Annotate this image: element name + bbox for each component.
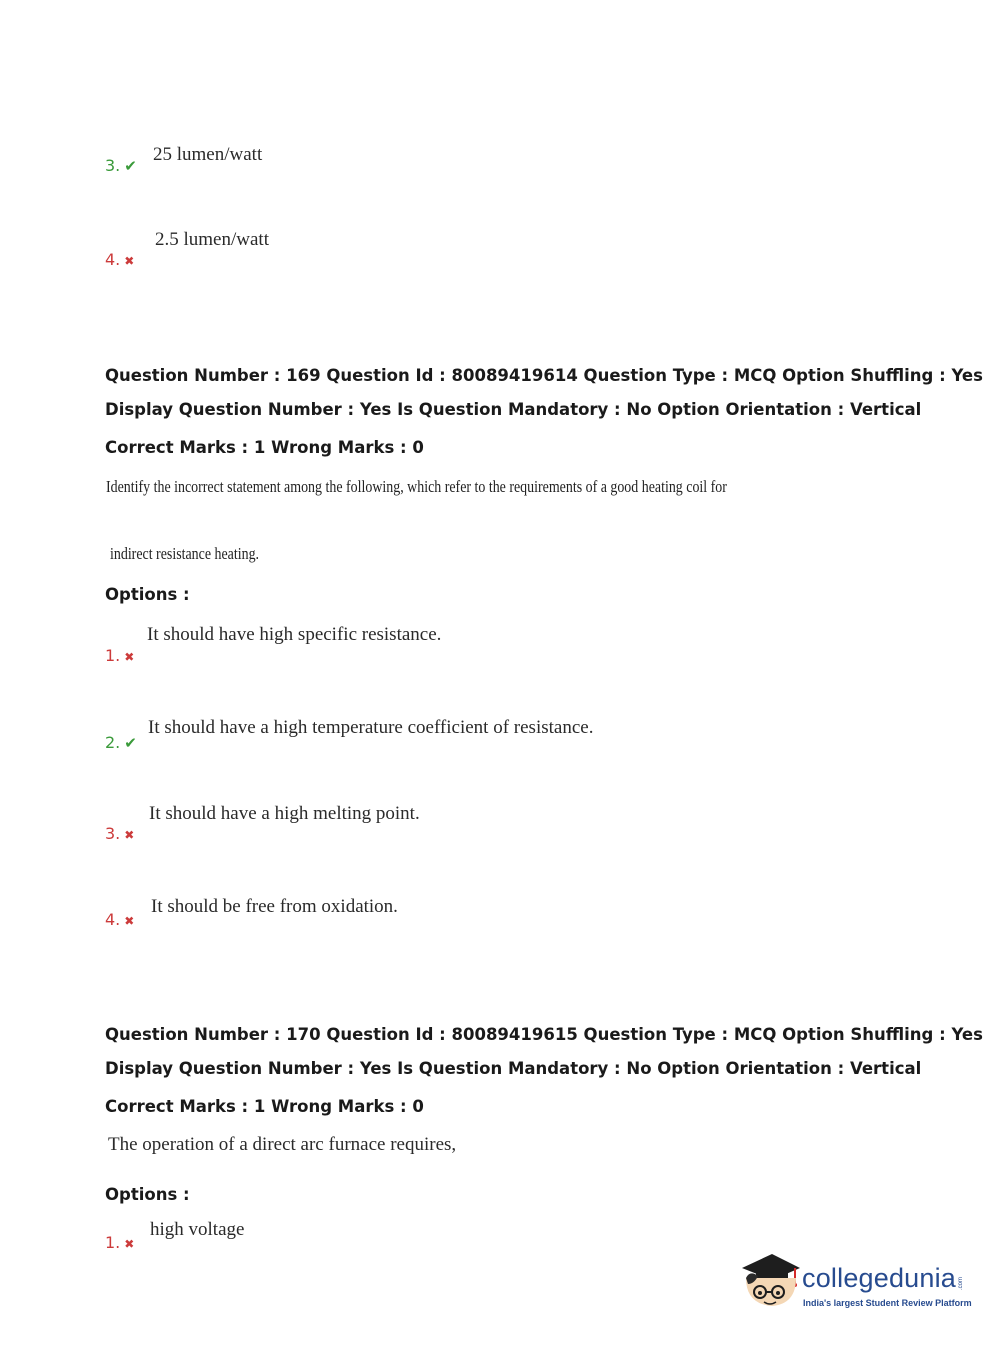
option-text: It should have a high temperature coefficient of resistance. <box>148 717 594 738</box>
option-text: 2.5 lumen/watt <box>155 229 269 250</box>
cross-icon: ✖ <box>124 1237 135 1251</box>
option-text: high voltage <box>150 1219 245 1240</box>
option-number: 4. ✖ <box>105 250 135 269</box>
cross-icon: ✖ <box>124 650 135 664</box>
question-meta: Display Question Number : Yes Is Question Mandatory : No Option Orientation : Vertical <box>105 400 922 419</box>
brand-name: collegedunia <box>802 1263 957 1293</box>
question-meta: Question Number : 169 Question Id : 80089419614 Question Type : MCQ Option Shuffling : Yes <box>105 366 983 385</box>
question-text: Identify the incorrect statement among the following, which refer to the requirements of a good heating coil for <box>106 477 727 496</box>
option-number: 1. ✖ <box>105 646 135 665</box>
cross-icon: ✖ <box>124 828 135 842</box>
check-icon: ✔ <box>124 157 137 175</box>
options-label: Options : <box>105 1185 190 1204</box>
cross-icon: ✖ <box>124 914 135 928</box>
marks-info: Correct Marks : 1 Wrong Marks : 0 <box>105 1097 424 1116</box>
option-text: It should have a high melting point. <box>149 803 420 824</box>
option-text: It should have high specific resistance. <box>147 624 442 645</box>
brand-tagline: India's largest Student Review Platform <box>803 1298 972 1308</box>
option-number: 1. ✖ <box>105 1233 135 1252</box>
cross-icon: ✖ <box>124 254 135 268</box>
options-label: Options : <box>105 585 190 604</box>
question-text: indirect resistance heating. <box>110 544 260 563</box>
check-icon: ✔ <box>124 734 137 752</box>
option-text: It should be free from oxidation. <box>151 896 398 917</box>
mascot-graduation-cap-icon <box>740 1248 800 1318</box>
option-text: 25 lumen/watt <box>153 144 263 165</box>
option-number: 3. ✔ <box>105 156 137 175</box>
option-number: 3. ✖ <box>105 824 135 843</box>
marks-info: Correct Marks : 1 Wrong Marks : 0 <box>105 438 424 457</box>
question-meta: Display Question Number : Yes Is Question Mandatory : No Option Orientation : Vertical <box>105 1059 922 1078</box>
question-meta: Question Number : 170 Question Id : 80089419615 Question Type : MCQ Option Shuffling : Yes <box>105 1025 983 1044</box>
brand-domain: .com <box>958 1276 964 1290</box>
option-number: 2. ✔ <box>105 733 137 752</box>
question-text: The operation of a direct arc furnace requires, <box>108 1134 457 1155</box>
option-number: 4. ✖ <box>105 910 135 929</box>
